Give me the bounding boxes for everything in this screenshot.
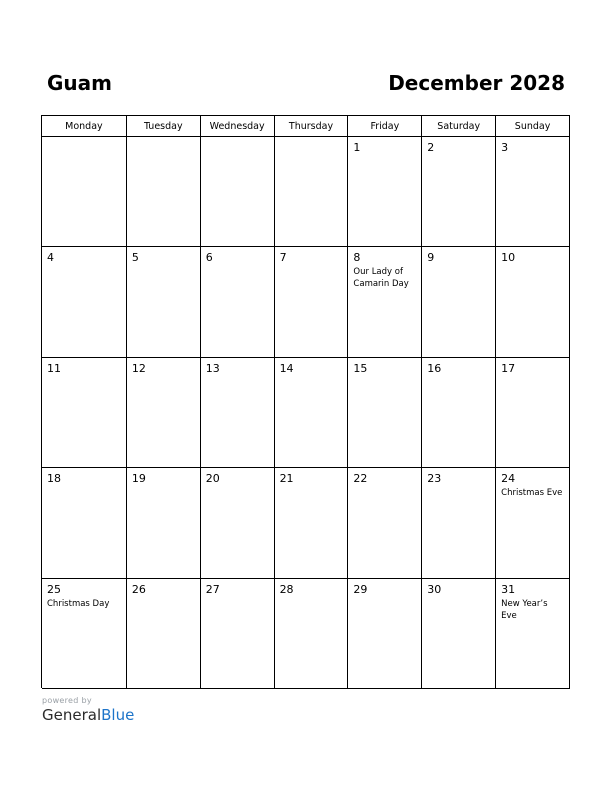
day-number: 27 (205, 582, 220, 596)
brand-logo (42, 706, 134, 724)
day-cell (422, 137, 496, 247)
day-number: 26 (131, 582, 146, 596)
day-number: 1 (353, 141, 361, 154)
day-number: 30 (427, 582, 442, 596)
day-number: 10 (501, 251, 516, 265)
day-cell (348, 468, 422, 578)
day-number: 16 (427, 361, 442, 375)
week-row (42, 358, 570, 468)
day-number: 31 (501, 582, 516, 596)
day-number: 13 (205, 361, 220, 375)
footer-branding (42, 696, 134, 724)
day-number: 19 (131, 472, 146, 486)
day-cell (422, 358, 496, 468)
weekday-wednesday: Wednesday (201, 116, 275, 137)
weekday-friday: Friday (348, 116, 422, 137)
day-number: 2 (427, 141, 435, 154)
day-number: 12 (131, 361, 146, 375)
week-row (42, 247, 570, 357)
day-cell (42, 247, 127, 357)
day-cell (127, 358, 201, 468)
brand-name-blue: Blue (101, 706, 135, 724)
day-number: 29 (353, 582, 368, 596)
day-cell (348, 137, 422, 247)
day-cell (201, 579, 275, 689)
holiday-label: Our Lady of Camarin Day (353, 267, 409, 290)
day-number: 22 (353, 472, 368, 486)
day-number: 11 (47, 361, 61, 375)
week-row (42, 137, 570, 247)
weekday-sunday: Sunday (496, 116, 570, 137)
day-cell (201, 247, 275, 357)
day-number: 15 (353, 361, 368, 375)
region-title: Guam (47, 71, 112, 95)
day-number: 24 (501, 472, 516, 486)
weekday-header-row (42, 116, 570, 137)
day-cell (275, 247, 349, 357)
day-number: 14 (279, 361, 294, 375)
day-number: 6 (205, 251, 213, 265)
day-cell (348, 247, 422, 357)
day-cell (275, 358, 349, 468)
day-number: 25 (47, 582, 61, 596)
month-year-title: December 2028 (388, 71, 565, 95)
day-number: 4 (47, 251, 54, 265)
day-cell (275, 137, 349, 247)
day-number: 28 (279, 582, 294, 596)
day-cell (201, 358, 275, 468)
day-cell (348, 579, 422, 689)
day-cell (422, 579, 496, 689)
day-cell (496, 579, 570, 689)
day-cell (422, 247, 496, 357)
day-number: 3 (501, 141, 509, 154)
day-cell (127, 137, 201, 247)
day-cell (42, 137, 127, 247)
day-number: 21 (279, 472, 294, 486)
day-cell (127, 468, 201, 578)
day-cell (496, 468, 570, 578)
day-number: 20 (205, 472, 220, 486)
day-cell (42, 468, 127, 578)
week-row (42, 579, 570, 689)
holiday-label: Christmas Day (47, 598, 110, 609)
weekday-saturday: Saturday (422, 116, 496, 137)
day-number: 18 (47, 472, 61, 486)
day-number: 9 (427, 251, 435, 265)
day-cell (275, 468, 349, 578)
day-number: 7 (279, 251, 287, 265)
week-row (42, 468, 570, 578)
calendar-grid (41, 115, 570, 688)
day-cell (348, 358, 422, 468)
day-number: 5 (131, 251, 139, 265)
day-cell (127, 247, 201, 357)
day-cell (496, 358, 570, 468)
brand-name-general: General (42, 706, 102, 724)
day-cell (42, 358, 127, 468)
day-cell (422, 468, 496, 578)
weekday-tuesday: Tuesday (127, 116, 201, 137)
weekday-monday: Monday (42, 116, 127, 137)
day-cell (201, 137, 275, 247)
weekday-thursday: Thursday (275, 116, 349, 137)
day-cell (127, 579, 201, 689)
day-cell (275, 579, 349, 689)
day-cell (201, 468, 275, 578)
day-number: 8 (353, 251, 361, 265)
day-cell (496, 137, 570, 247)
holiday-label: Christmas Eve (501, 488, 563, 499)
day-cell (42, 579, 127, 689)
powered-by-text: powered by (42, 696, 92, 705)
day-number: 17 (501, 361, 516, 375)
holiday-label: New Year’s Eve (501, 598, 548, 621)
day-cell (496, 247, 570, 357)
day-number: 23 (427, 472, 442, 486)
